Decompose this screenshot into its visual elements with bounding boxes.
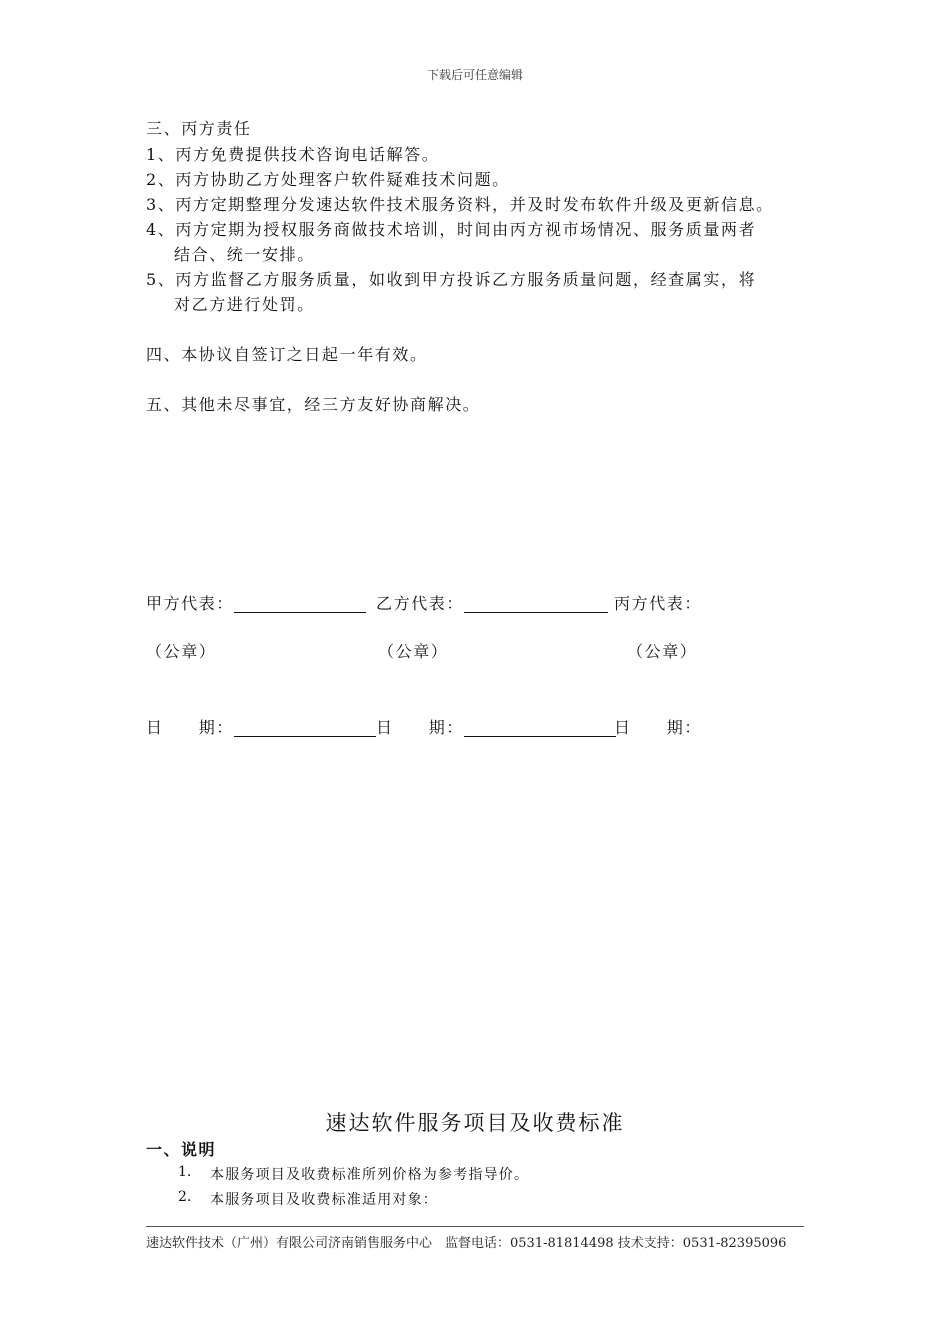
- party-a-signature: [146, 591, 366, 614]
- appendix-title: 速达软件服务项目及收费标准: [325, 1111, 625, 1135]
- party-a-date-line: [234, 720, 376, 737]
- list-item: 1、丙方免费提供技术咨询电话解答。: [146, 145, 440, 164]
- party-b-signature-line: [464, 596, 608, 613]
- list-item: 本服务项目及收费标准适用对象：: [210, 1192, 438, 1208]
- party-b-date-line: [464, 720, 616, 737]
- section3-heading: 三、丙方责任: [146, 119, 252, 138]
- party-b-rep-label: 乙方代表：: [376, 594, 465, 613]
- list-item-continuation: 结合、统一安排。: [174, 245, 315, 264]
- party-c-seal: （公章）: [627, 642, 698, 661]
- party-b-seal: （公章）: [378, 642, 449, 661]
- page-footer: 速达软件技术（广州）有限公司济南销售服务中心 监督电话：0531-81814498 技术支持：0531-82395096: [146, 1236, 787, 1251]
- date-label: 日 期：: [146, 718, 235, 737]
- section4-text: 四、本协议自签订之日起一年有效。: [146, 345, 428, 364]
- party-a-seal: （公章）: [146, 642, 217, 661]
- list-item: 4、丙方定期为授权服务商做技术培训，时间由丙方视市场情况、服务质量两者: [146, 220, 757, 239]
- list-item: 3、丙方定期整理分发速达软件技术服务资料，并及时发布软件升级及更新信息。: [146, 195, 774, 214]
- date-label: 日 期：: [376, 718, 465, 737]
- page-header-note: 下载后可任意编辑: [426, 68, 523, 82]
- appendix-section-heading: 一、说明: [146, 1140, 217, 1159]
- list-item-number: 2.: [178, 1189, 192, 1205]
- list-item-number: 1.: [178, 1164, 192, 1180]
- footer-divider: [146, 1226, 804, 1227]
- party-a-date: [146, 715, 376, 738]
- party-b-signature: [376, 591, 608, 614]
- party-c-rep-label: 丙方代表：: [614, 594, 703, 613]
- party-a-rep-label: 甲方代表：: [146, 594, 235, 613]
- list-item: 2、丙方协助乙方处理客户软件疑难技术问题。: [146, 170, 510, 189]
- list-item: 本服务项目及收费标准所列价格为参考指导价。: [210, 1167, 530, 1183]
- party-b-date: [376, 715, 616, 738]
- section5-text: 五、其他未尽事宜，经三方友好协商解决。: [146, 395, 481, 414]
- party-c-date-label: 日 期：: [614, 718, 703, 737]
- list-item: 5、丙方监督乙方服务质量，如收到甲方投诉乙方服务质量问题，经查属实，将: [146, 270, 757, 289]
- party-a-signature-line: [234, 596, 366, 613]
- list-item-continuation: 对乙方进行处罚。: [174, 295, 315, 314]
